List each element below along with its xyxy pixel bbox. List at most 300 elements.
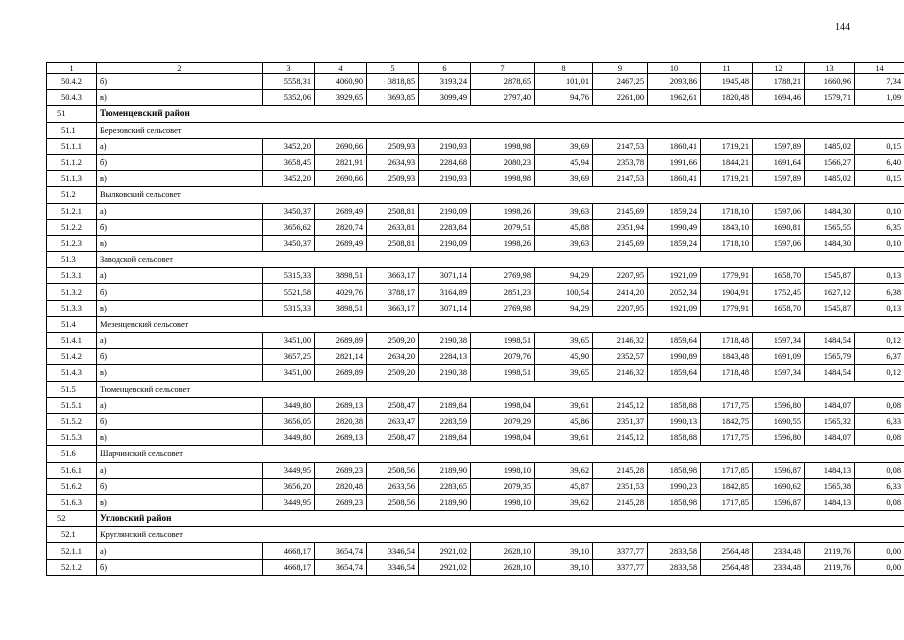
value-cell: 1779,91 — [701, 300, 753, 316]
row-code: 51.4.2 — [47, 349, 97, 365]
value-cell: 3452,20 — [263, 171, 315, 187]
row-code: 51.4.3 — [47, 365, 97, 381]
value-cell: 1596,80 — [753, 397, 805, 413]
table-row — [47, 284, 904, 300]
value-cell: 1998,04 — [471, 430, 535, 446]
value-cell: 1565,79 — [805, 349, 855, 365]
value-cell: 2190,93 — [419, 171, 471, 187]
value-cell: 1658,70 — [753, 300, 805, 316]
row-code: 51.2 — [47, 187, 97, 203]
row-variant: а) — [97, 462, 263, 478]
value-cell: 1718,48 — [701, 365, 753, 381]
row-variant: в) — [97, 365, 263, 381]
column-number: 3 — [263, 63, 315, 74]
value-cell: 2690,66 — [315, 138, 367, 154]
value-cell: 1859,24 — [648, 235, 701, 251]
value-cell: 4668,17 — [263, 559, 315, 575]
value-cell: 5352,06 — [263, 90, 315, 106]
row-variant: а) — [97, 333, 263, 349]
council-name: Тюменцевский сельсовет — [97, 381, 904, 397]
row-variant: б) — [97, 349, 263, 365]
value-cell: 3346,54 — [367, 559, 419, 575]
column-number: 12 — [753, 63, 805, 74]
value-cell: 1779,91 — [701, 268, 753, 284]
value-cell: 2690,66 — [315, 171, 367, 187]
row-code: 52.1.2 — [47, 559, 97, 575]
value-cell: 1904,91 — [701, 284, 753, 300]
value-cell: 2189,84 — [419, 397, 471, 413]
value-cell: 1860,41 — [648, 138, 701, 154]
value-cell: 2052,34 — [648, 284, 701, 300]
value-cell: 3898,51 — [315, 268, 367, 284]
row-code: 50.4.2 — [47, 74, 97, 90]
row-code: 50.4.3 — [47, 90, 97, 106]
value-cell: 2334,48 — [753, 543, 805, 559]
value-cell: 39,65 — [535, 365, 593, 381]
value-cell: 1859,64 — [648, 333, 701, 349]
value-cell: 2079,76 — [471, 349, 535, 365]
value-cell: 3451,00 — [263, 333, 315, 349]
value-cell: 1484,30 — [805, 235, 855, 251]
row-variant: б) — [97, 219, 263, 235]
value-cell: 1843,10 — [701, 219, 753, 235]
value-cell: 1990,23 — [648, 478, 701, 494]
row-code: 51.5.1 — [47, 397, 97, 413]
value-cell: 1691,64 — [753, 154, 805, 170]
value-cell: 2351,94 — [593, 219, 648, 235]
value-cell: 1596,87 — [753, 494, 805, 510]
value-cell: 0,15 — [855, 138, 904, 154]
value-cell: 2467,25 — [593, 74, 648, 90]
value-cell: 2689,13 — [315, 397, 367, 413]
value-cell: 3663,17 — [367, 300, 419, 316]
value-cell: 1484,54 — [805, 365, 855, 381]
value-cell: 1,09 — [855, 90, 904, 106]
value-cell: 3818,85 — [367, 74, 419, 90]
row-variant: б) — [97, 154, 263, 170]
value-cell: 4060,90 — [315, 74, 367, 90]
value-cell: 3658,45 — [263, 154, 315, 170]
value-cell: 1858,88 — [648, 397, 701, 413]
value-cell: 1718,10 — [701, 203, 753, 219]
council-row — [47, 252, 904, 268]
value-cell: 2509,93 — [367, 138, 419, 154]
value-cell: 39,63 — [535, 235, 593, 251]
value-cell: 2769,98 — [471, 300, 535, 316]
value-cell: 1842,75 — [701, 413, 753, 429]
row-code: 51.6.1 — [47, 462, 97, 478]
value-cell: 1991,66 — [648, 154, 701, 170]
value-cell: 7,34 — [855, 74, 904, 90]
value-cell: 5521,58 — [263, 284, 315, 300]
value-cell: 1945,48 — [701, 74, 753, 90]
value-cell: 1858,98 — [648, 462, 701, 478]
council-row — [47, 316, 904, 332]
value-cell: 3377,77 — [593, 559, 648, 575]
value-cell: 2509,93 — [367, 171, 419, 187]
value-cell: 2769,98 — [471, 268, 535, 284]
value-cell: 2189,90 — [419, 462, 471, 478]
column-number: 14 — [855, 63, 904, 74]
row-variant: в) — [97, 494, 263, 510]
column-number: 5 — [367, 63, 419, 74]
district-name: Угловский район — [97, 511, 904, 527]
value-cell: 1484,07 — [805, 397, 855, 413]
value-cell: 3663,17 — [367, 268, 419, 284]
value-cell: 3450,37 — [263, 235, 315, 251]
value-cell: 2509,20 — [367, 333, 419, 349]
value-cell: 1565,55 — [805, 219, 855, 235]
value-cell: 4029,76 — [315, 284, 367, 300]
value-cell: 94,29 — [535, 268, 593, 284]
value-cell: 0,13 — [855, 268, 904, 284]
value-cell: 1844,21 — [701, 154, 753, 170]
value-cell: 2119,76 — [805, 559, 855, 575]
value-cell: 4668,17 — [263, 543, 315, 559]
value-cell: 2564,48 — [701, 559, 753, 575]
value-cell: 1484,54 — [805, 333, 855, 349]
value-cell: 0,12 — [855, 333, 904, 349]
value-cell: 1859,24 — [648, 203, 701, 219]
value-cell: 3656,05 — [263, 413, 315, 429]
value-cell: 1484,30 — [805, 203, 855, 219]
value-cell: 2689,13 — [315, 430, 367, 446]
value-cell: 2508,56 — [367, 462, 419, 478]
table-row — [47, 300, 904, 316]
value-cell: 2689,23 — [315, 494, 367, 510]
row-variant: в) — [97, 300, 263, 316]
value-cell: 39,62 — [535, 462, 593, 478]
value-cell: 1990,49 — [648, 219, 701, 235]
value-cell: 2119,76 — [805, 543, 855, 559]
column-number: 7 — [471, 63, 535, 74]
value-cell: 3099,49 — [419, 90, 471, 106]
value-cell: 1998,26 — [471, 203, 535, 219]
value-cell: 2284,68 — [419, 154, 471, 170]
value-cell: 2851,23 — [471, 284, 535, 300]
value-cell: 1717,85 — [701, 462, 753, 478]
value-cell: 2689,89 — [315, 333, 367, 349]
value-cell: 3452,20 — [263, 138, 315, 154]
column-number: 2 — [97, 63, 263, 74]
row-code: 51.4.1 — [47, 333, 97, 349]
row-code: 51.2.3 — [47, 235, 97, 251]
table-row — [47, 90, 904, 106]
row-code: 51.6.2 — [47, 478, 97, 494]
value-cell: 2833,58 — [648, 559, 701, 575]
value-cell: 2189,84 — [419, 430, 471, 446]
value-cell: 3449,95 — [263, 494, 315, 510]
council-row — [47, 446, 904, 462]
value-cell: 1719,21 — [701, 171, 753, 187]
district-row — [47, 106, 904, 122]
value-cell: 0,13 — [855, 300, 904, 316]
value-cell: 3450,37 — [263, 203, 315, 219]
value-cell: 2261,00 — [593, 90, 648, 106]
value-cell: 45,88 — [535, 219, 593, 235]
value-cell: 2414,20 — [593, 284, 648, 300]
value-cell: 3346,54 — [367, 543, 419, 559]
value-cell: 1843,48 — [701, 349, 753, 365]
row-code: 51.3.2 — [47, 284, 97, 300]
column-number: 8 — [535, 63, 593, 74]
council-name: Шарчинский сельсовет — [97, 446, 904, 462]
value-cell: 2283,59 — [419, 413, 471, 429]
row-variant: б) — [97, 478, 263, 494]
table-row — [47, 268, 904, 284]
value-cell: 2820,74 — [315, 219, 367, 235]
value-cell: 1690,81 — [753, 219, 805, 235]
value-cell: 1484,13 — [805, 462, 855, 478]
value-cell: 2689,49 — [315, 203, 367, 219]
value-cell: 0,12 — [855, 365, 904, 381]
row-code: 52.1.1 — [47, 543, 97, 559]
value-cell: 1718,10 — [701, 235, 753, 251]
table-row — [47, 462, 904, 478]
table-body — [47, 63, 904, 576]
row-variant: б) — [97, 559, 263, 575]
value-cell: 3449,80 — [263, 430, 315, 446]
value-cell: 1820,48 — [701, 90, 753, 106]
council-row — [47, 122, 904, 138]
table-row — [47, 203, 904, 219]
value-cell: 1921,09 — [648, 300, 701, 316]
value-cell: 5315,33 — [263, 268, 315, 284]
row-variant: а) — [97, 543, 263, 559]
row-code: 51.1.3 — [47, 171, 97, 187]
value-cell: 2207,95 — [593, 300, 648, 316]
district-row — [47, 511, 904, 527]
value-cell: 2145,69 — [593, 203, 648, 219]
value-cell: 3449,95 — [263, 462, 315, 478]
value-cell: 1579,71 — [805, 90, 855, 106]
value-cell: 39,61 — [535, 430, 593, 446]
value-cell: 3654,74 — [315, 543, 367, 559]
value-cell: 2147,53 — [593, 138, 648, 154]
council-row — [47, 527, 904, 543]
district-name: Тюменцевский район — [97, 106, 904, 122]
council-row — [47, 381, 904, 397]
value-cell: 1998,04 — [471, 397, 535, 413]
value-cell: 2689,89 — [315, 365, 367, 381]
value-cell: 6,33 — [855, 478, 904, 494]
value-cell: 3451,00 — [263, 365, 315, 381]
value-cell: 1597,89 — [753, 171, 805, 187]
value-cell: 1998,98 — [471, 171, 535, 187]
value-cell: 1565,38 — [805, 478, 855, 494]
row-variant: а) — [97, 397, 263, 413]
value-cell: 3654,74 — [315, 559, 367, 575]
value-cell: 2207,95 — [593, 268, 648, 284]
value-cell: 45,94 — [535, 154, 593, 170]
value-cell: 1596,87 — [753, 462, 805, 478]
value-cell: 1998,51 — [471, 333, 535, 349]
table-row — [47, 349, 904, 365]
value-cell: 1485,02 — [805, 138, 855, 154]
value-cell: 1717,75 — [701, 430, 753, 446]
table-row — [47, 219, 904, 235]
value-cell: 6,37 — [855, 349, 904, 365]
row-code: 51.6 — [47, 446, 97, 462]
row-variant: в) — [97, 235, 263, 251]
value-cell: 1597,34 — [753, 333, 805, 349]
value-cell: 2508,56 — [367, 494, 419, 510]
value-cell: 1998,51 — [471, 365, 535, 381]
value-cell: 3449,80 — [263, 397, 315, 413]
value-cell: 39,65 — [535, 333, 593, 349]
value-cell: 2079,29 — [471, 413, 535, 429]
value-cell: 2351,37 — [593, 413, 648, 429]
value-cell: 2351,53 — [593, 478, 648, 494]
value-cell: 3071,14 — [419, 300, 471, 316]
table-row — [47, 171, 904, 187]
row-code: 51.2.2 — [47, 219, 97, 235]
value-cell: 1565,32 — [805, 413, 855, 429]
value-cell: 1566,27 — [805, 154, 855, 170]
value-cell: 1597,89 — [753, 138, 805, 154]
value-cell: 1998,10 — [471, 462, 535, 478]
value-cell: 1597,34 — [753, 365, 805, 381]
value-cell: 39,69 — [535, 138, 593, 154]
value-cell: 1485,02 — [805, 171, 855, 187]
row-code: 51.6.3 — [47, 494, 97, 510]
value-cell: 2190,09 — [419, 203, 471, 219]
value-cell: 39,69 — [535, 171, 593, 187]
value-cell: 6,38 — [855, 284, 904, 300]
value-cell: 3164,89 — [419, 284, 471, 300]
value-cell: 0,00 — [855, 543, 904, 559]
value-cell: 0,08 — [855, 462, 904, 478]
value-cell: 2145,28 — [593, 494, 648, 510]
row-code: 51.2.1 — [47, 203, 97, 219]
table-row — [47, 430, 904, 446]
value-cell: 1860,41 — [648, 171, 701, 187]
value-cell: 1597,06 — [753, 235, 805, 251]
table-row — [47, 397, 904, 413]
value-cell: 2634,93 — [367, 154, 419, 170]
value-cell: 94,76 — [535, 90, 593, 106]
value-cell: 2564,48 — [701, 543, 753, 559]
council-name: Круглянский сельсовет — [97, 527, 904, 543]
value-cell: 2921,02 — [419, 543, 471, 559]
value-cell: 2633,56 — [367, 478, 419, 494]
value-cell: 2190,09 — [419, 235, 471, 251]
value-cell: 0,08 — [855, 430, 904, 446]
council-row — [47, 187, 904, 203]
value-cell: 1858,98 — [648, 494, 701, 510]
row-variant: б) — [97, 413, 263, 429]
value-cell: 2821,91 — [315, 154, 367, 170]
row-variant: а) — [97, 268, 263, 284]
value-cell: 39,63 — [535, 203, 593, 219]
value-cell: 1484,13 — [805, 494, 855, 510]
value-cell: 2079,51 — [471, 219, 535, 235]
value-cell: 1859,64 — [648, 365, 701, 381]
value-cell: 2878,65 — [471, 74, 535, 90]
value-cell: 2509,20 — [367, 365, 419, 381]
value-cell: 1858,88 — [648, 430, 701, 446]
value-cell: 2190,38 — [419, 333, 471, 349]
row-code: 51.3 — [47, 252, 97, 268]
value-cell: 2145,12 — [593, 430, 648, 446]
row-variant: б) — [97, 74, 263, 90]
column-number: 4 — [315, 63, 367, 74]
value-cell: 1719,21 — [701, 138, 753, 154]
row-code: 51.3.1 — [47, 268, 97, 284]
row-code: 51.4 — [47, 316, 97, 332]
tariff-table — [46, 62, 904, 576]
column-number: 6 — [419, 63, 471, 74]
table-row — [47, 154, 904, 170]
value-cell: 45,87 — [535, 478, 593, 494]
table-row — [47, 333, 904, 349]
value-cell: 2283,84 — [419, 219, 471, 235]
value-cell: 101,01 — [535, 74, 593, 90]
value-cell: 1660,96 — [805, 74, 855, 90]
value-cell: 2146,32 — [593, 365, 648, 381]
value-cell: 3193,24 — [419, 74, 471, 90]
value-cell: 2633,47 — [367, 413, 419, 429]
value-cell: 2797,40 — [471, 90, 535, 106]
value-cell: 1690,55 — [753, 413, 805, 429]
value-cell: 2334,48 — [753, 559, 805, 575]
table-row — [47, 543, 904, 559]
value-cell: 6,35 — [855, 219, 904, 235]
value-cell: 1718,48 — [701, 333, 753, 349]
value-cell: 2833,58 — [648, 543, 701, 559]
value-cell: 1788,21 — [753, 74, 805, 90]
value-cell: 2820,38 — [315, 413, 367, 429]
value-cell: 2508,81 — [367, 235, 419, 251]
value-cell: 5315,33 — [263, 300, 315, 316]
value-cell: 1921,09 — [648, 268, 701, 284]
value-cell: 45,86 — [535, 413, 593, 429]
value-cell: 39,61 — [535, 397, 593, 413]
value-cell: 6,40 — [855, 154, 904, 170]
value-cell: 2146,32 — [593, 333, 648, 349]
value-cell: 1717,85 — [701, 494, 753, 510]
value-cell: 3657,25 — [263, 349, 315, 365]
value-cell: 2689,23 — [315, 462, 367, 478]
table-row — [47, 365, 904, 381]
value-cell: 2080,23 — [471, 154, 535, 170]
value-cell: 2628,10 — [471, 559, 535, 575]
value-cell: 2820,48 — [315, 478, 367, 494]
row-code: 51.1.2 — [47, 154, 97, 170]
value-cell: 39,10 — [535, 543, 593, 559]
value-cell: 1596,80 — [753, 430, 805, 446]
value-cell: 2147,53 — [593, 171, 648, 187]
value-cell: 39,62 — [535, 494, 593, 510]
table-row — [47, 559, 904, 575]
table-row — [47, 413, 904, 429]
value-cell: 1627,12 — [805, 284, 855, 300]
value-cell: 1990,89 — [648, 349, 701, 365]
value-cell: 2353,78 — [593, 154, 648, 170]
row-code: 51.1 — [47, 122, 97, 138]
council-name: Заводской сельсовет — [97, 252, 904, 268]
value-cell: 3693,85 — [367, 90, 419, 106]
value-cell: 1597,06 — [753, 203, 805, 219]
value-cell: 1998,10 — [471, 494, 535, 510]
value-cell: 0,10 — [855, 203, 904, 219]
value-cell: 3656,62 — [263, 219, 315, 235]
value-cell: 45,90 — [535, 349, 593, 365]
value-cell: 5558,31 — [263, 74, 315, 90]
table-row — [47, 478, 904, 494]
column-number-row — [47, 63, 904, 74]
value-cell: 0,00 — [855, 559, 904, 575]
